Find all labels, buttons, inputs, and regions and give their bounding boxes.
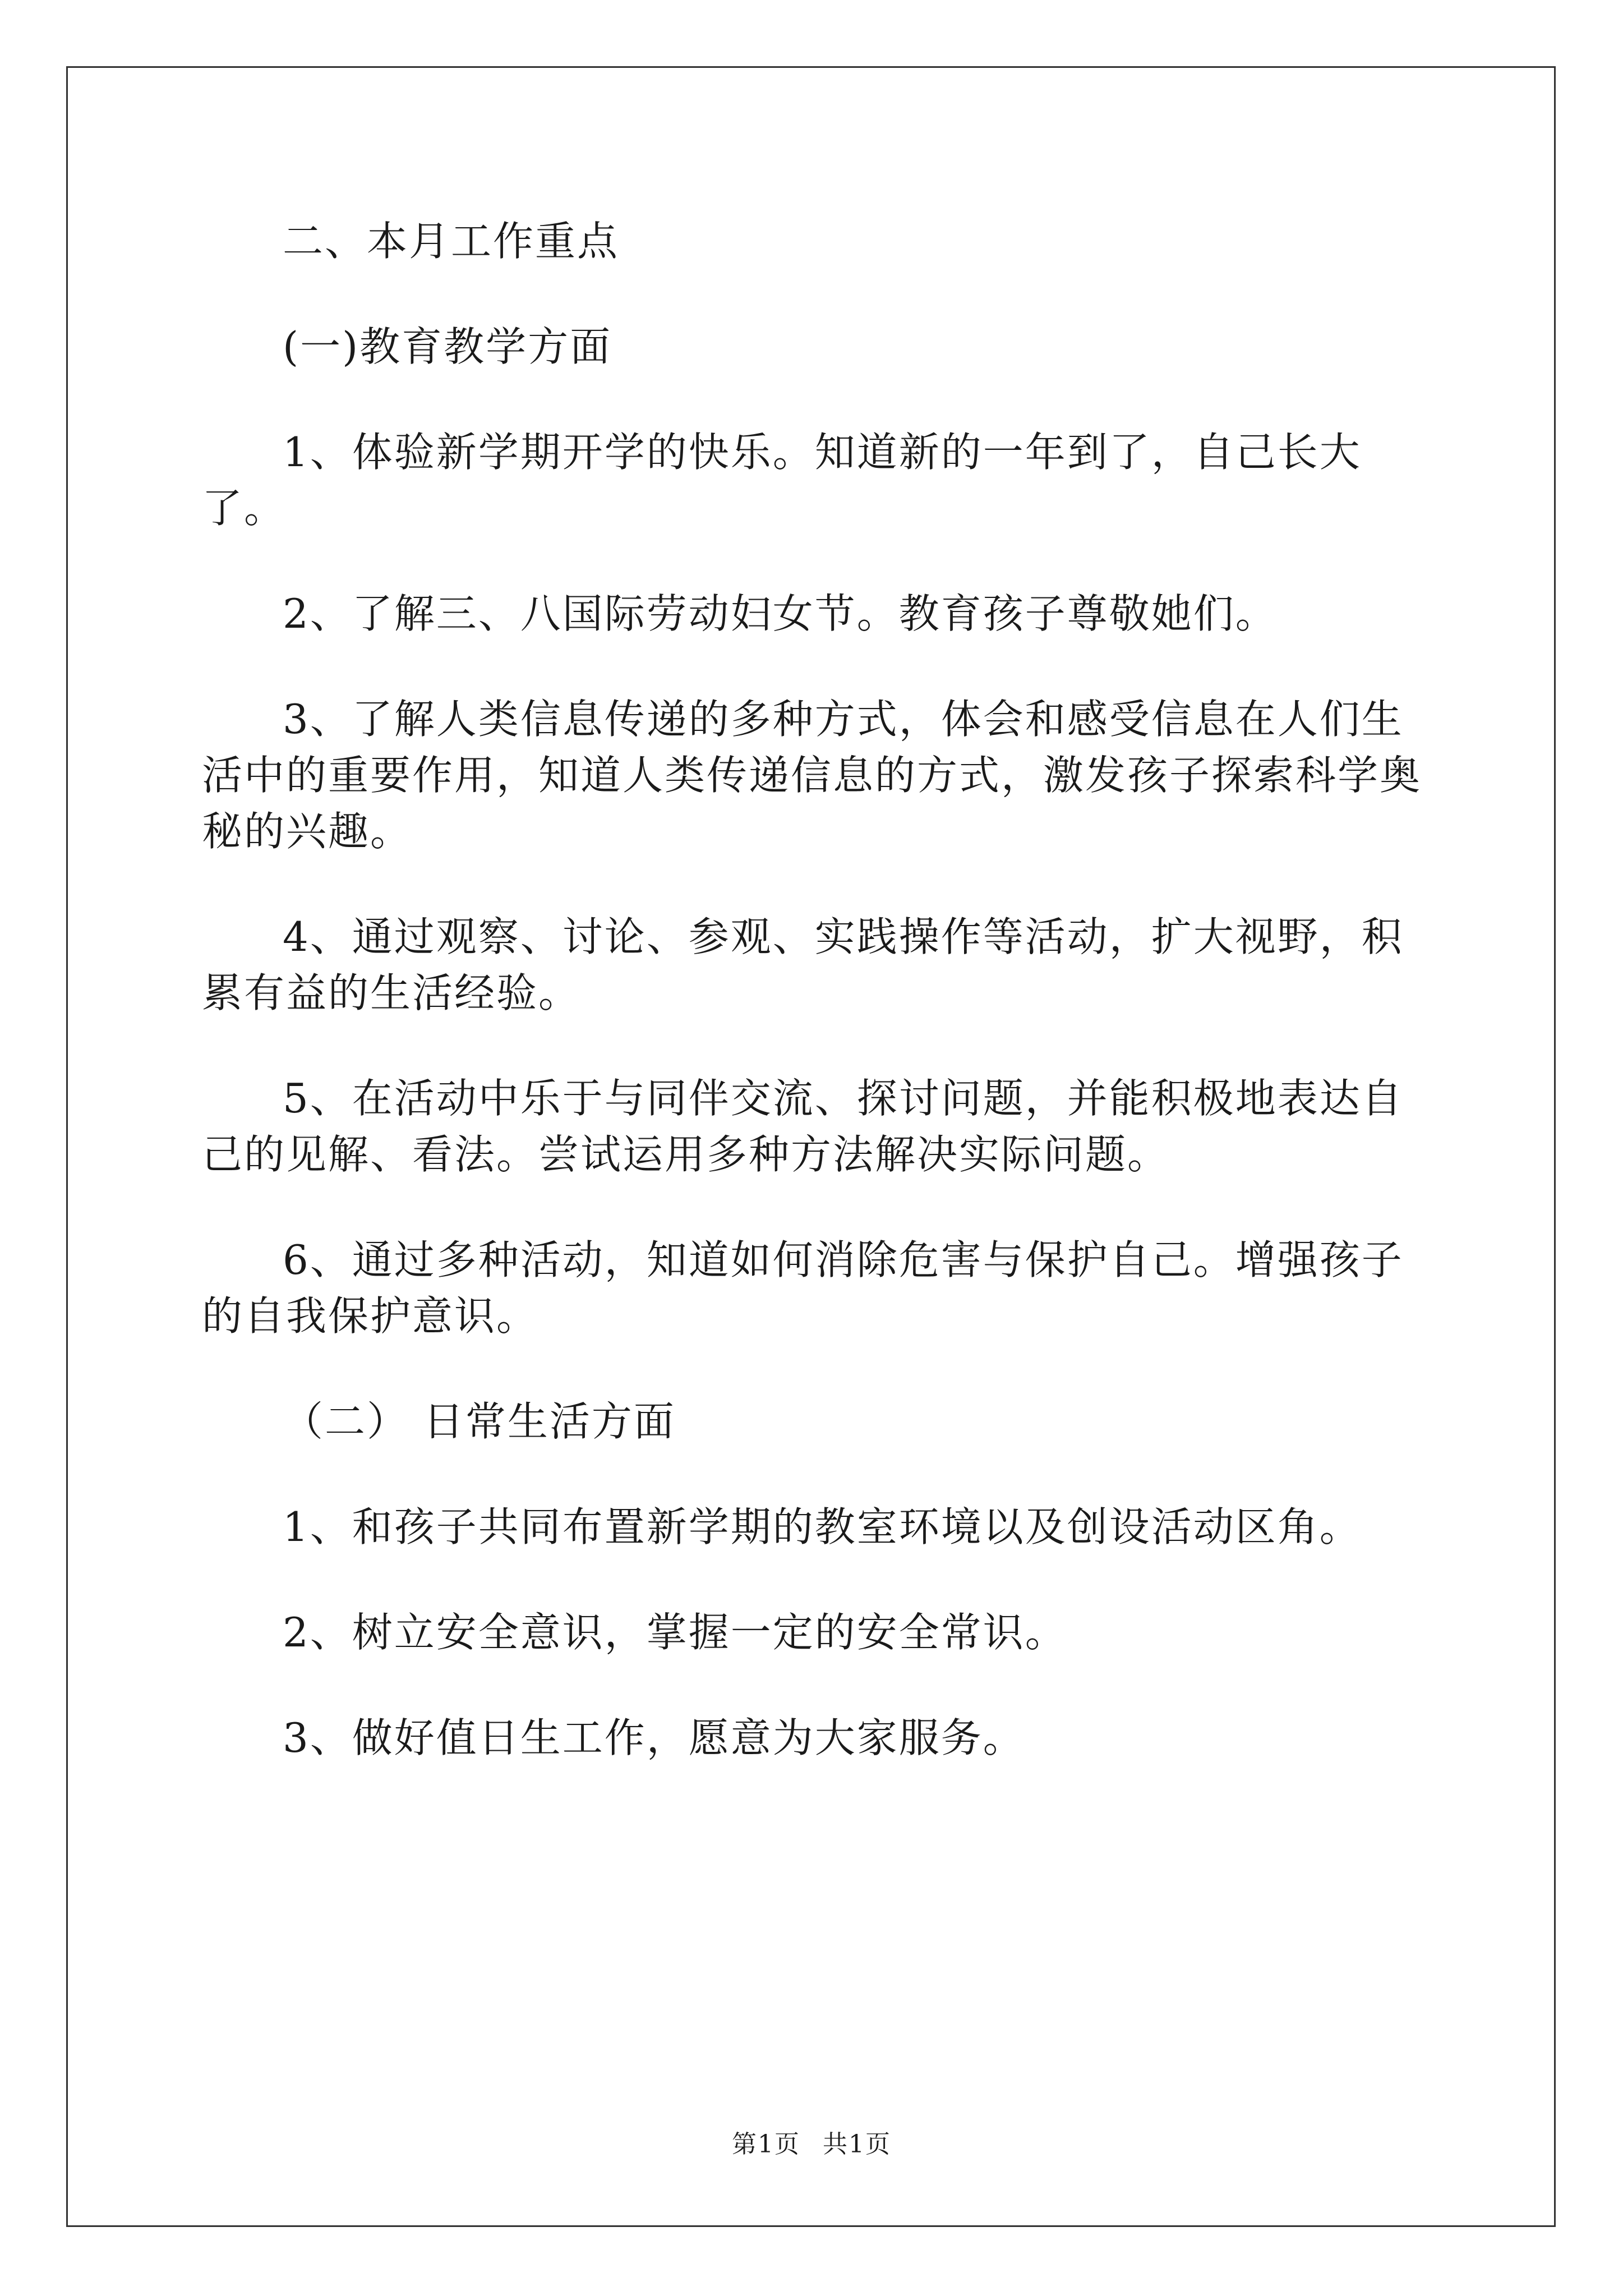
subsection-heading: (一)教育教学方面 — [283, 323, 612, 370]
list-item: 2、了解三、八国际劳动妇女节。教育孩子尊敬她们。 — [283, 590, 1278, 637]
subsection-heading: （二） 日常生活方面 — [283, 1398, 676, 1445]
document-body — [202, 213, 1430, 1815]
list-item: 2、树立安全意识，掌握一定的安全常识。 — [283, 1609, 1067, 1656]
list-item: 6、通过多种活动，知道如何消除危害与保护自己。增强孩子的自我保护意识。 — [202, 1236, 1404, 1340]
page-footer — [0, 2124, 1623, 2160]
page-number: 第1页 — [732, 2130, 800, 2159]
list-item: 5、在活动中乐于与同伴交流、探讨问题，并能积极地表达自己的见解、看法。尝试运用多种方法解决实际问题。 — [202, 1075, 1404, 1178]
list-item: 1、体验新学期开学的快乐。知道新的一年到了，自己长大了。 — [202, 429, 1362, 532]
list-item: 3、做好值日生工作，愿意为大家服务。 — [283, 1714, 1025, 1761]
page-total: 共1页 — [823, 2130, 891, 2159]
list-item: 3、了解人类信息传递的多种方式，体会和感受信息在人们生活中的重要作用，知道人类传递信息的方式，激发孩子探索科学奥秘的兴趣。 — [202, 696, 1422, 855]
list-item: 1、和孩子共同布置新学期的教室环境以及创设活动区角。 — [283, 1503, 1362, 1550]
list-item: 4、通过观察、讨论、参观、实践操作等活动，扩大视野，积累有益的生活经验。 — [202, 913, 1404, 1016]
section-heading: 二、本月工作重点 — [283, 218, 620, 265]
